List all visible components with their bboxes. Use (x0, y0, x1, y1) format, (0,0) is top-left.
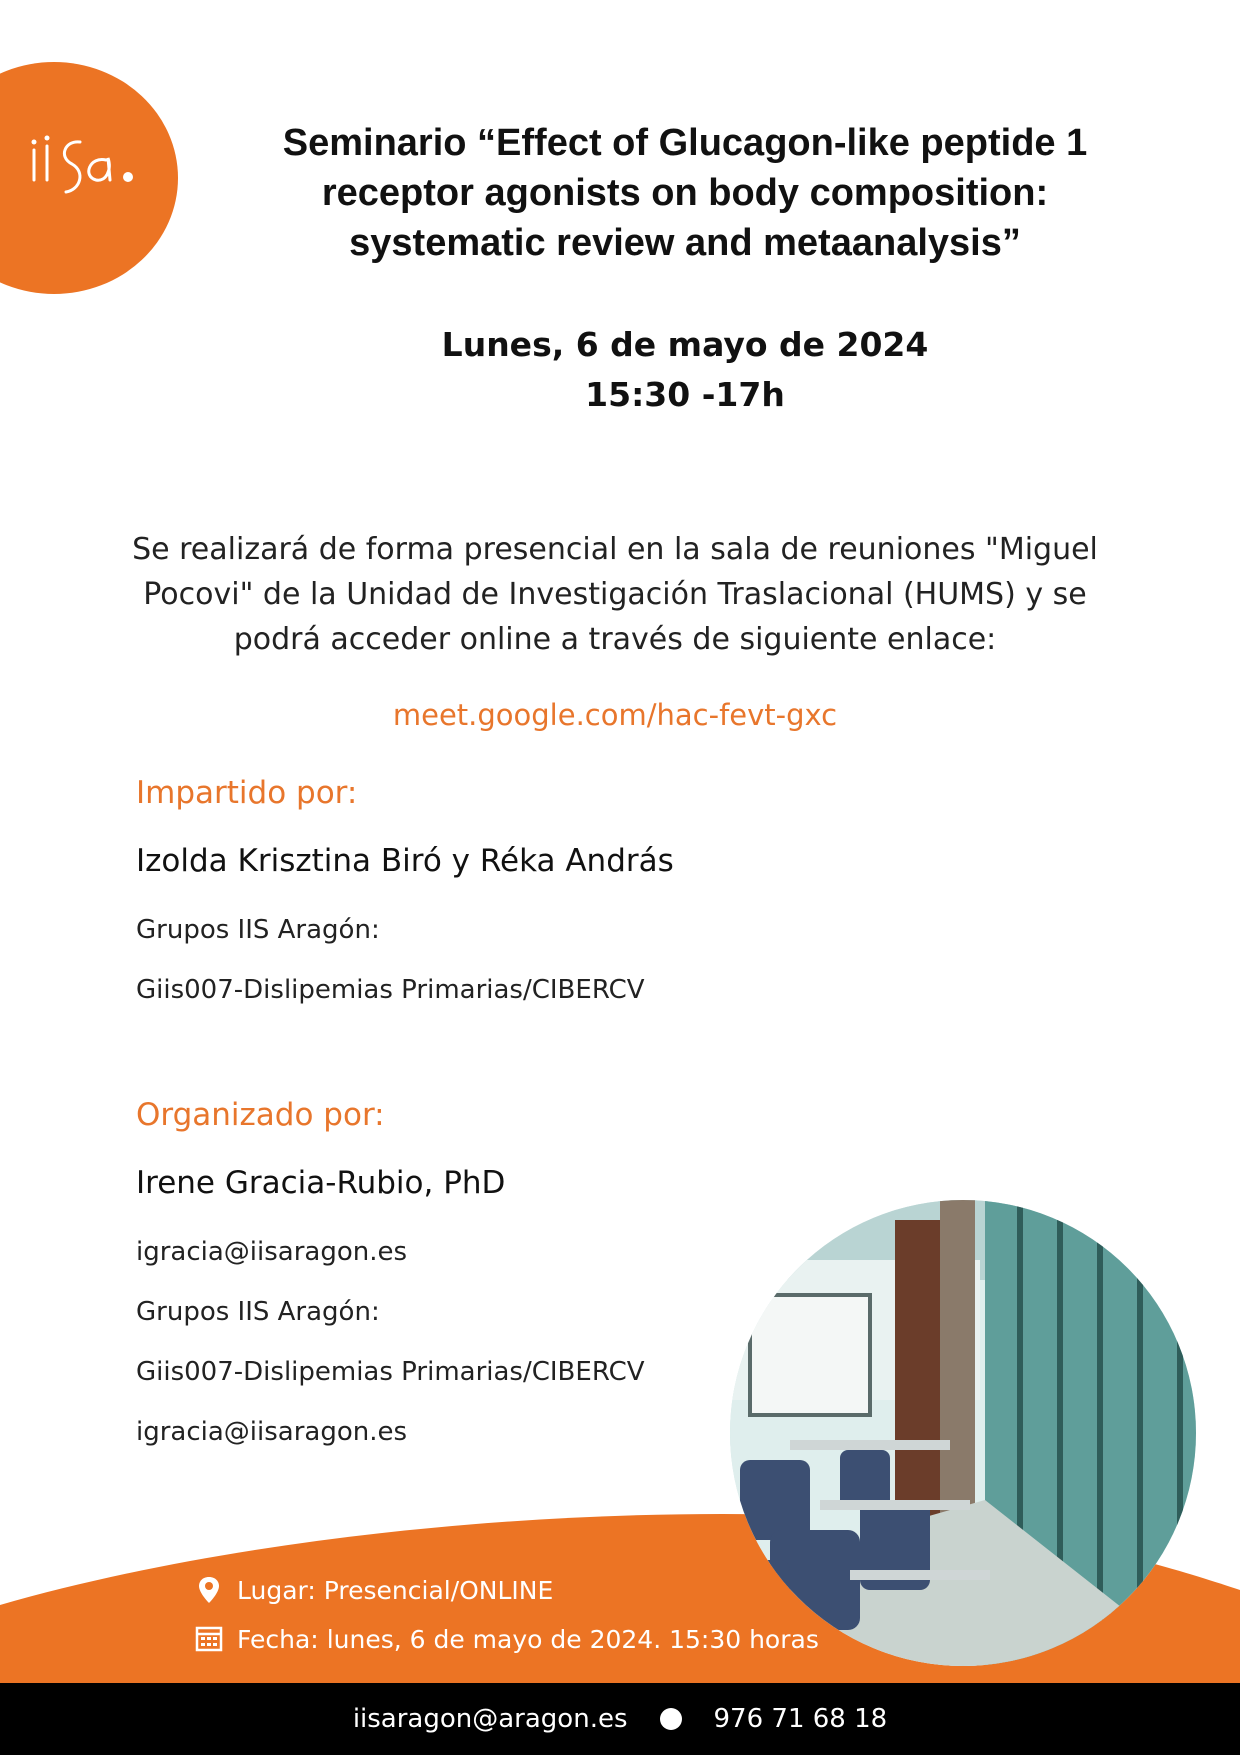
place-value: Presencial/ONLINE (323, 1575, 554, 1605)
description-line-2: Pocovi" de la Unidad de Investigación Traslacional (HUMS) y se (143, 577, 1087, 612)
date-label: Fecha: (237, 1624, 319, 1654)
speaker-names: Izolda Krisztina Biró y Réka András (136, 843, 674, 879)
iisa-logo (0, 62, 178, 294)
iisa-logo-mark (0, 62, 178, 294)
classroom-photo (730, 1200, 1196, 1666)
event-date: Lunes, 6 de mayo de 2024 (441, 325, 929, 364)
organizer-group: Giis007-Dislipemias Primarias/CIBERCV (136, 1357, 645, 1387)
footer-email[interactable]: iisaragon@aragon.es (352, 1704, 628, 1734)
event-time: 15:30 -17h (585, 375, 785, 414)
meet-link[interactable]: meet.google.com/hac-fevt-gxc (392, 698, 838, 732)
classroom-illustration (730, 1200, 1196, 1666)
seminar-title (230, 118, 1140, 268)
place-label: Lugar: (237, 1575, 316, 1605)
info-date (195, 1624, 819, 1654)
organizer-email[interactable]: igracia@iisaragon.es (136, 1237, 408, 1267)
organizer-heading: Organizado por: (136, 1097, 385, 1133)
title-line-3: systematic review and metaanalysis” (349, 222, 1021, 264)
location-pin-icon (195, 1575, 223, 1605)
organizer-group-label: Grupos IIS Aragón: (136, 1297, 380, 1327)
speakers-heading: Impartido por: (136, 775, 358, 811)
title-line-2: receptor agonists on body composition: (321, 172, 1049, 214)
schedule-block (330, 320, 1040, 420)
info-place (195, 1575, 553, 1605)
organizer-email-2[interactable]: igracia@iisaragon.es (136, 1417, 408, 1447)
footer-bar (0, 1683, 1240, 1755)
footer-separator-dot (660, 1708, 682, 1730)
footer-phone[interactable]: 976 71 68 18 (713, 1704, 888, 1734)
event-description (110, 527, 1120, 662)
date-value: lunes, 6 de mayo de 2024. 15:30 horas (326, 1624, 819, 1654)
speakers-group-label: Grupos IIS Aragón: (136, 915, 380, 945)
calendar-icon (195, 1624, 223, 1654)
title-line-1: Seminario “Effect of Glucagon-like peptide 1 (282, 122, 1088, 164)
organizer-name: Irene Gracia-Rubio, PhD (136, 1165, 506, 1201)
speakers-group: Giis007-Dislipemias Primarias/CIBERCV (136, 975, 645, 1005)
description-line-3: podrá acceder online a través de siguiente enlace: (233, 622, 997, 657)
description-line-1: Se realizará de forma presencial en la sala de reuniones "Miguel (132, 532, 1098, 567)
